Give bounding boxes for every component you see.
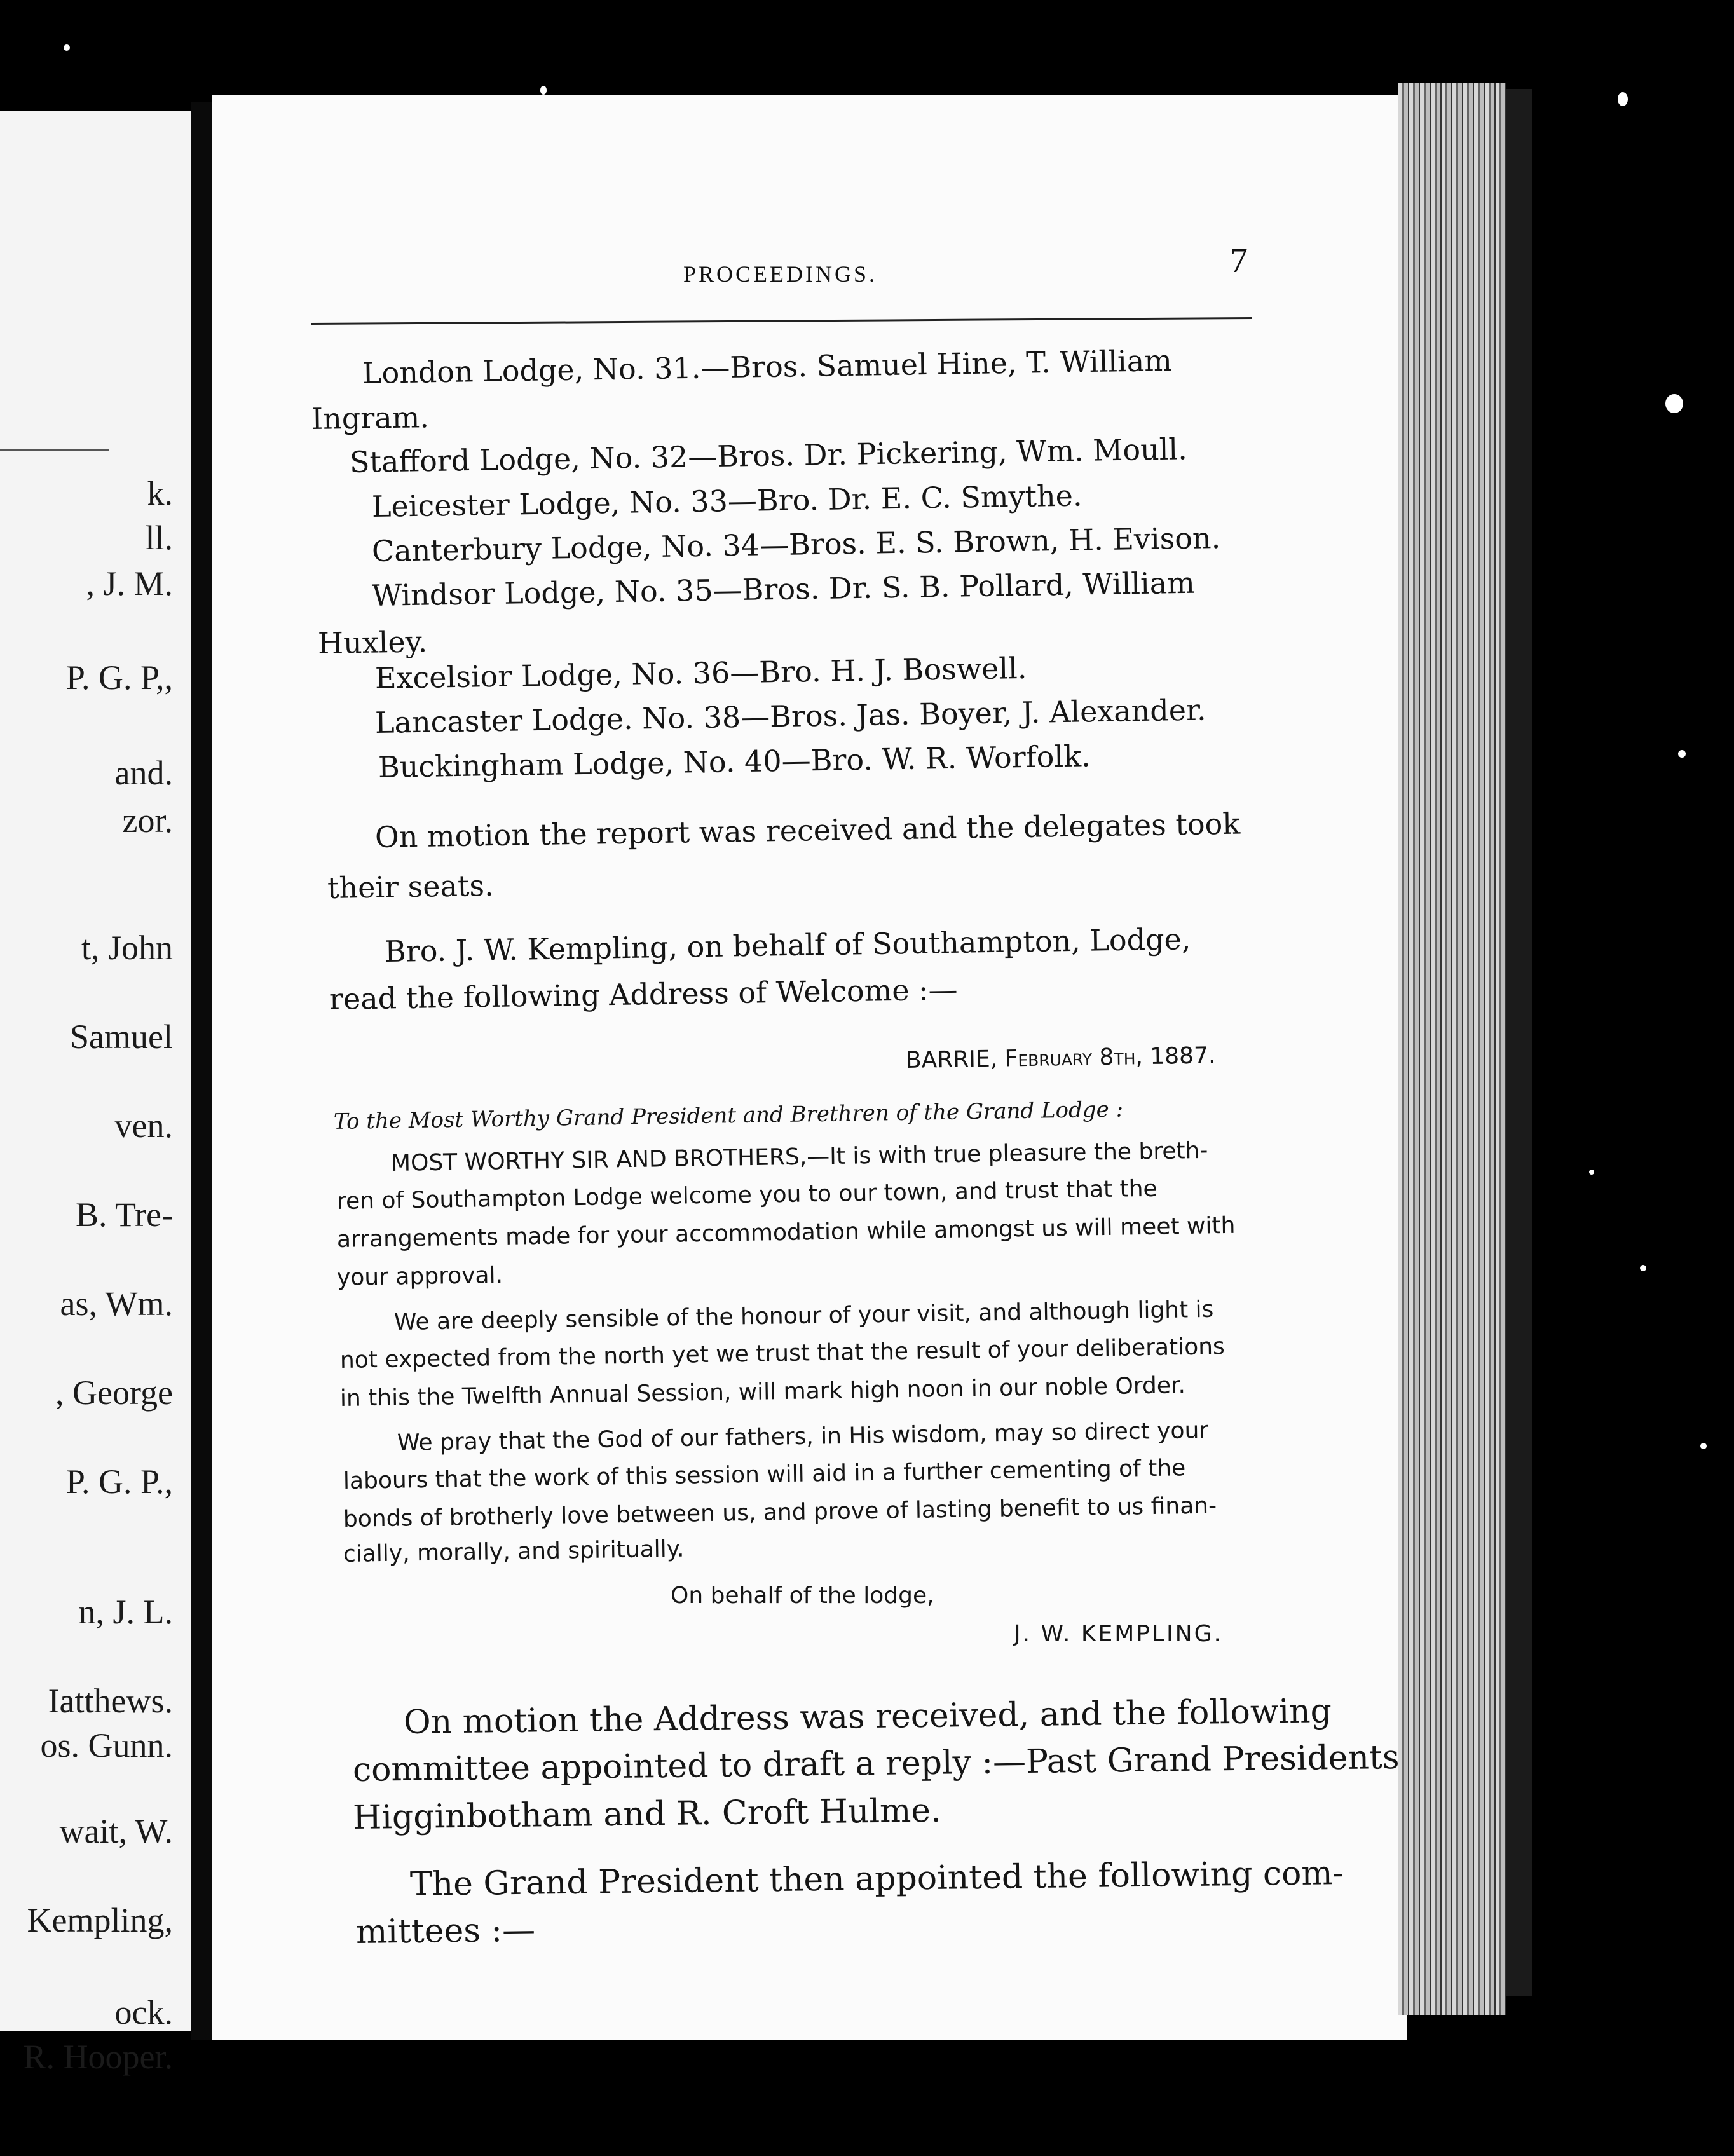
address-line: not expected from the north yet we trust that the result of your deliberations bbox=[339, 1334, 1225, 1374]
address-line: cially, morally, and spiritually. bbox=[343, 1536, 685, 1567]
left-page-line: B. Tre- bbox=[75, 1196, 173, 1234]
delegate-line: Huxley. bbox=[317, 624, 428, 660]
intro-paragraph-line: Bro. J. W. Kempling, on behalf of Southampton, Lodge, bbox=[384, 922, 1191, 969]
delegate-line: Ingram. bbox=[311, 400, 430, 436]
delegate-line: Canterbury Lodge, No. 34—Bros. E. S. Brown, H. Evison. bbox=[371, 521, 1221, 568]
page-edges bbox=[1398, 83, 1506, 2015]
address-line: ren of Southampton Lodge welcome you to our town, and trust that the bbox=[336, 1175, 1157, 1215]
address-line: arrangements made for your accommodation while amongst us will meet with bbox=[336, 1212, 1236, 1253]
delegate-line: Leicester Lodge, No. 33—Bro. Dr. E. C. Smythe. bbox=[371, 478, 1082, 524]
scan-speck bbox=[1640, 1265, 1646, 1271]
intro-paragraph-line: read the following Address of Welcome :— bbox=[329, 972, 958, 1016]
left-page-line: , George bbox=[55, 1374, 173, 1412]
scan-speck bbox=[1589, 1170, 1594, 1175]
running-header: PROCEEDINGS. bbox=[683, 261, 878, 287]
page-number: 7 bbox=[1230, 241, 1248, 280]
delegate-line: Lancaster Lodge. No. 38—Bros. Jas. Boyer, J. Alexander. bbox=[374, 692, 1206, 740]
left-page-line: Kempling, bbox=[27, 1901, 173, 1939]
delegate-line: London Lodge, No. 31.—Bros. Samuel Hine, T. William bbox=[362, 343, 1173, 390]
address-line: bonds of brotherly love between us, and prove of lasting benefit to us finan- bbox=[343, 1492, 1217, 1532]
motion2-line: committee appointed to draft a reply :—Past Grand Presidents bbox=[352, 1738, 1400, 1789]
address-salutation: To the Most Worthy Grand President and Brethren of the Grand Lodge : bbox=[333, 1096, 1124, 1135]
address-line: your approval. bbox=[336, 1262, 503, 1291]
scan-speck bbox=[1700, 1443, 1707, 1449]
motion-paragraph-line: On motion the report was received and the delegates took bbox=[374, 806, 1241, 854]
scan-speck bbox=[1618, 92, 1628, 106]
left-page-line: , J. M. bbox=[86, 564, 173, 603]
committees-line: The Grand President then appointed the following com- bbox=[409, 1854, 1344, 1904]
scan-speck bbox=[1665, 394, 1683, 413]
address-line: MOST WORTHY SIR AND BROTHERS,—It is with true pleasure the breth- bbox=[390, 1137, 1208, 1177]
left-page-line: ll. bbox=[145, 519, 173, 557]
delegate-line: Buckingham Lodge, No. 40—Bro. W. R. Worfolk. bbox=[378, 739, 1091, 784]
address-dateline: BARRIE, February 8th, 1887. bbox=[905, 1042, 1216, 1074]
delegate-line: Windsor Lodge, No. 35—Bros. Dr. S. B. Pollard, William bbox=[371, 565, 1196, 613]
address-signature: J. W. KEMPLING. bbox=[1014, 1621, 1223, 1647]
address-line: We are deeply sensible of the honour of your visit, and although light is bbox=[393, 1296, 1214, 1335]
delegate-line: Stafford Lodge, No. 32—Bros. Dr. Pickering, Wm. Moull. bbox=[349, 432, 1188, 479]
committees-line: mittees :— bbox=[355, 1911, 536, 1951]
address-line: labours that the work of this session will aid in a further cementing of the bbox=[343, 1455, 1186, 1494]
address-line: in this the Twelfth Annual Session, will mark high noon in our noble Order. bbox=[339, 1372, 1186, 1412]
left-page-line: n, J. L. bbox=[78, 1593, 173, 1631]
left-page-line: and. bbox=[114, 754, 173, 792]
scan-speck bbox=[540, 86, 547, 95]
book-gutter bbox=[191, 102, 212, 2040]
address-signoff: On behalf of the lodge, bbox=[671, 1583, 934, 1609]
motion-paragraph-line: their seats. bbox=[327, 868, 495, 905]
page-edge-shadow bbox=[1506, 89, 1532, 1996]
motion2-line: On motion the Address was received, and the following bbox=[403, 1692, 1332, 1742]
left-page-line: as, Wm. bbox=[60, 1285, 173, 1323]
scan-speck bbox=[1678, 750, 1686, 758]
left-page bbox=[0, 111, 191, 2076]
left-page-line: P. G. P., bbox=[65, 1463, 173, 1501]
left-page-line: P. G. P,, bbox=[65, 658, 173, 697]
left-page-line: zor. bbox=[122, 802, 173, 840]
left-page-line: R. Hooper. bbox=[23, 2038, 173, 2076]
left-page-line: os. Gunn. bbox=[40, 1726, 173, 1764]
left-page-line: ven. bbox=[114, 1107, 173, 1145]
left-page-line: wait, W. bbox=[59, 1812, 173, 1850]
scan-speck bbox=[64, 44, 70, 51]
left-page-line: t, John bbox=[81, 929, 173, 967]
left-page-line: Iatthews. bbox=[48, 1682, 173, 1720]
left-page-line: ock. bbox=[114, 1993, 173, 2031]
delegate-line: Excelsior Lodge, No. 36—Bro. H. J. Boswell. bbox=[374, 650, 1027, 695]
left-page-line: k. bbox=[147, 474, 173, 512]
left-page-rule bbox=[0, 449, 109, 451]
left-page-line: Samuel bbox=[70, 1018, 173, 1056]
address-line: We pray that the God of our fathers, in His wisdom, may so direct your bbox=[397, 1417, 1209, 1456]
motion2-line: Higginbotham and R. Croft Hulme. bbox=[352, 1791, 942, 1837]
